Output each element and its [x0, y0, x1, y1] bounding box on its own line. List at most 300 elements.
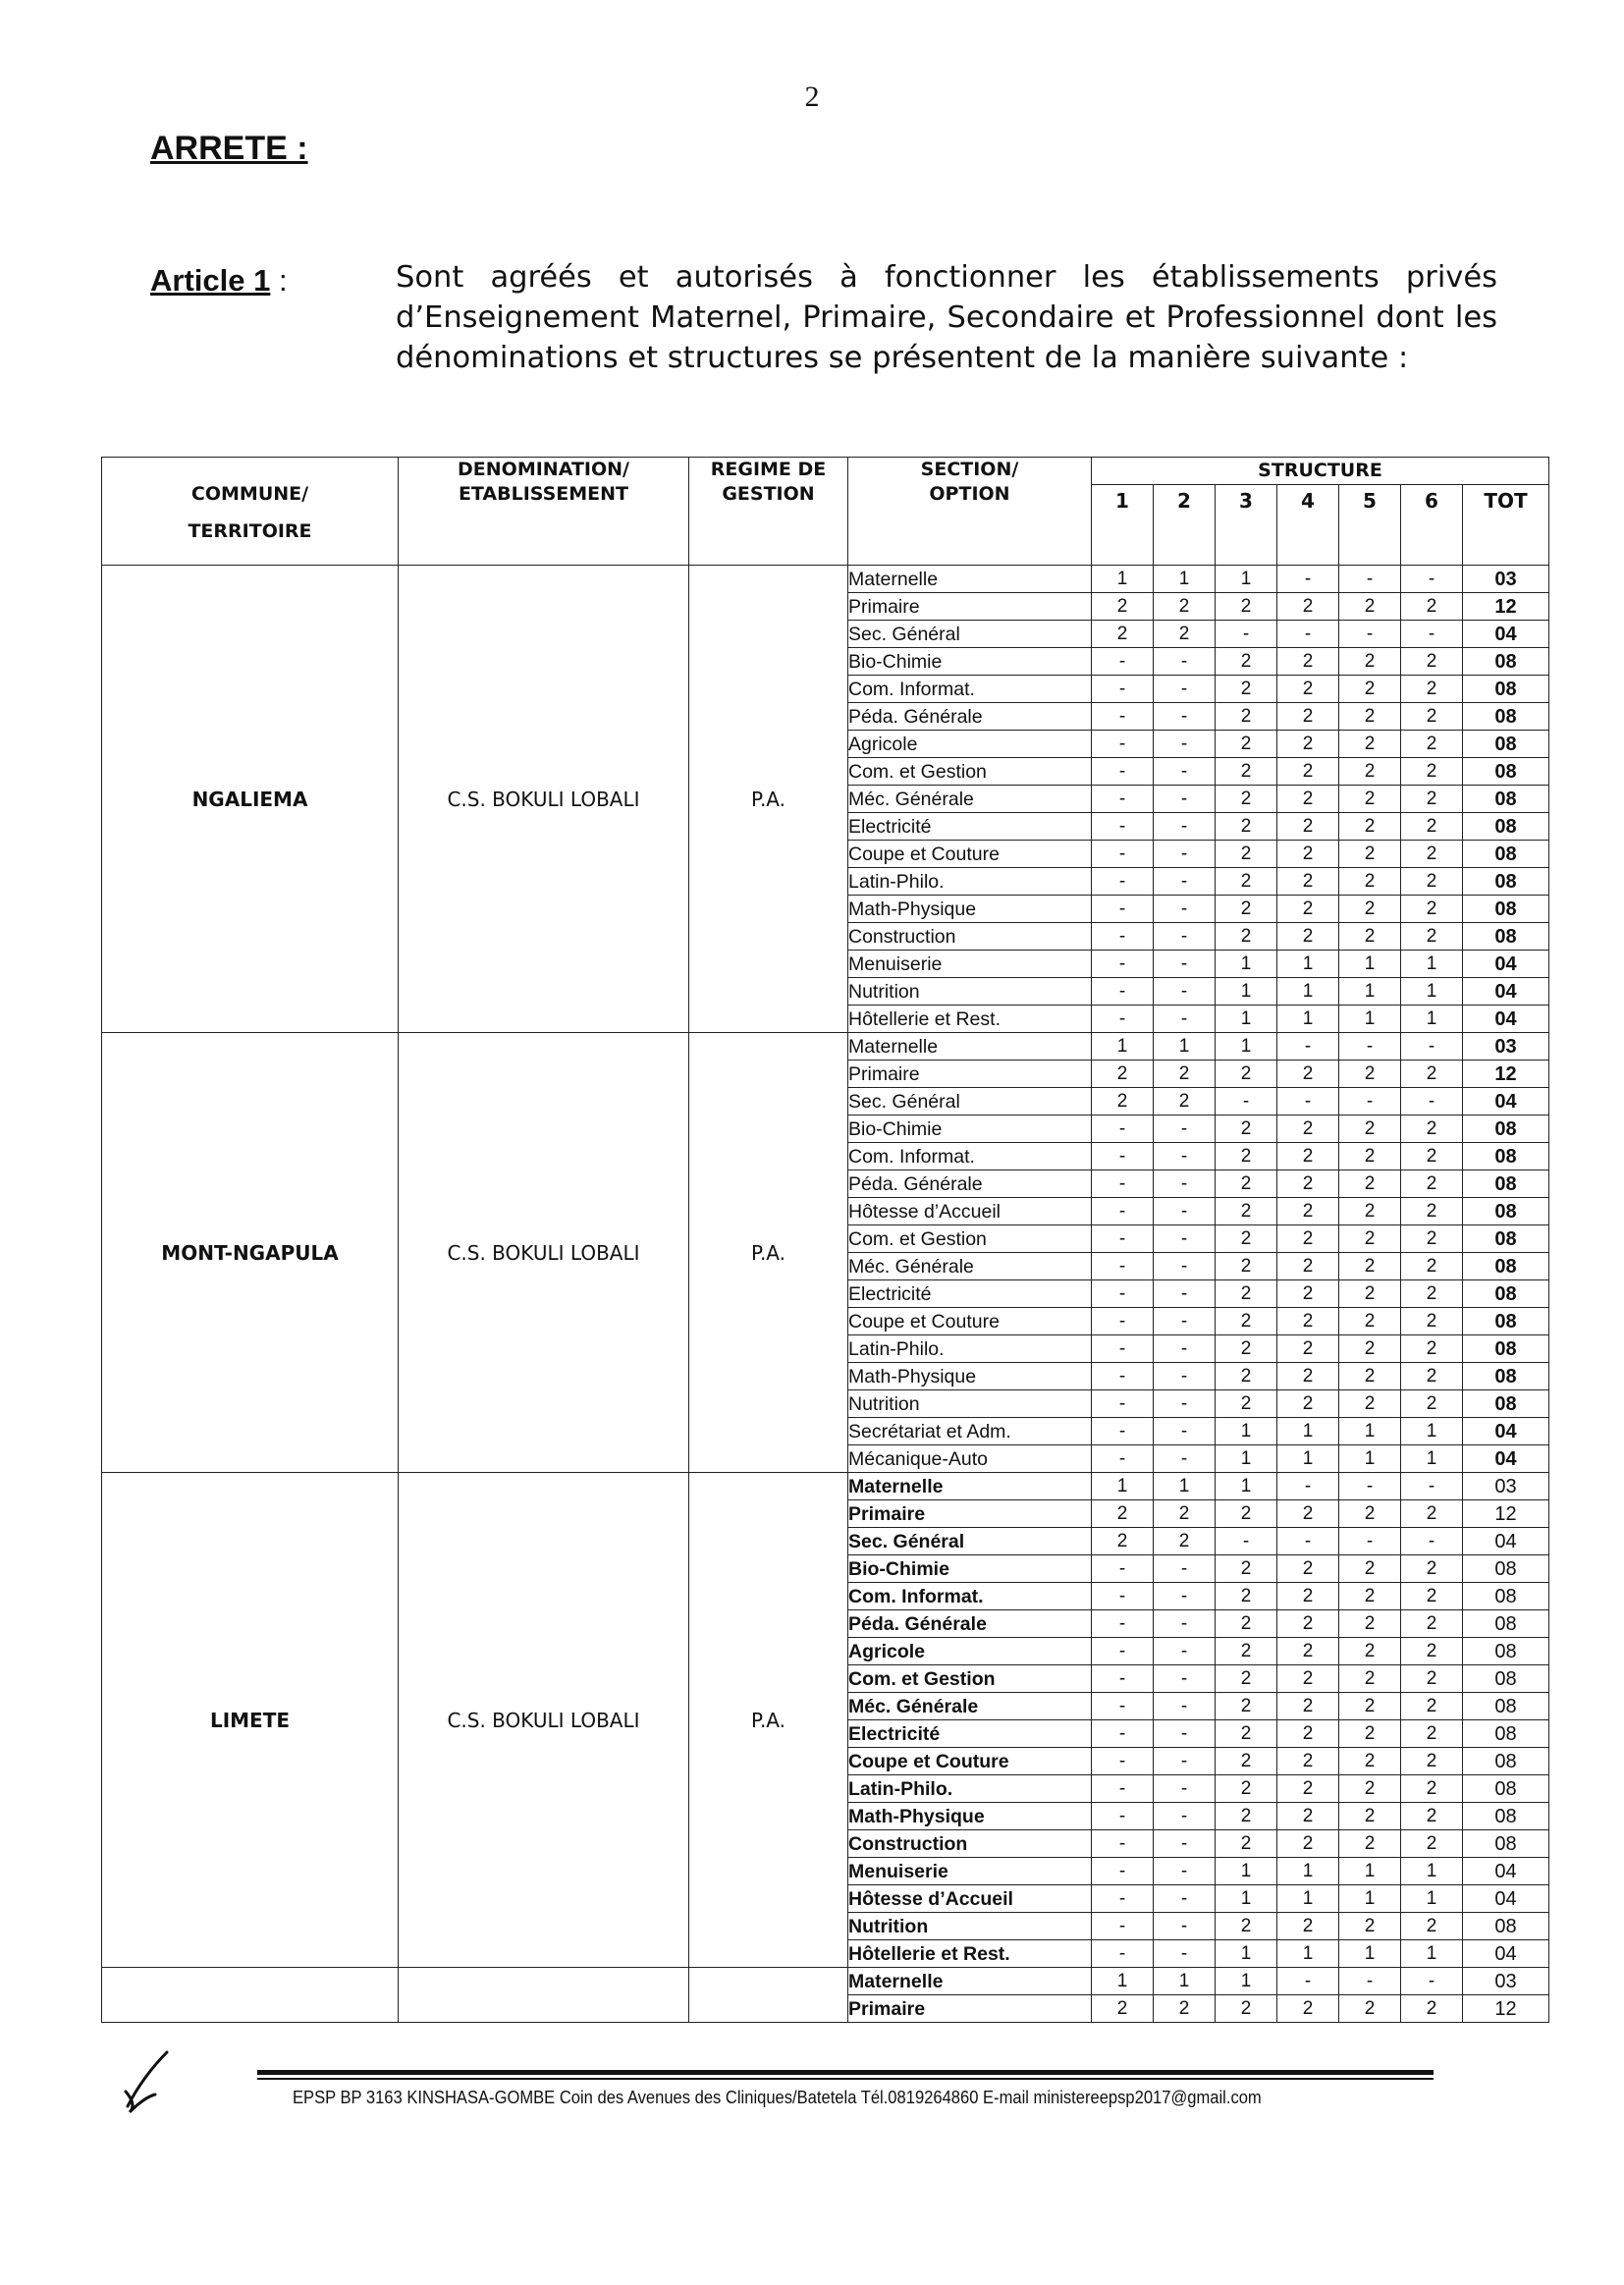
section-option-cell: Maternelle	[848, 566, 1092, 593]
structure-value-6: 2	[1401, 1995, 1463, 2023]
structure-value-5: 1	[1339, 1940, 1401, 1968]
structure-value-5: 2	[1339, 1693, 1401, 1720]
structure-value-4: 2	[1277, 1665, 1339, 1693]
structure-value-2: -	[1154, 1445, 1216, 1473]
structure-value-1: 2	[1092, 1528, 1154, 1555]
total-value: 08	[1463, 1253, 1549, 1280]
section-option-cell: Hôtellerie et Rest.	[848, 1940, 1092, 1968]
structure-value-6: 2	[1401, 1748, 1463, 1775]
section-option-cell: Bio-Chimie	[848, 1555, 1092, 1583]
structure-value-2: -	[1154, 1555, 1216, 1583]
structure-value-3: 2	[1216, 1253, 1277, 1280]
structure-value-6: 2	[1401, 1665, 1463, 1693]
structure-value-4: 1	[1277, 1858, 1339, 1885]
structure-value-2: -	[1154, 731, 1216, 758]
group-1	[102, 1033, 1549, 1473]
structure-value-1: -	[1092, 1225, 1154, 1253]
total-value: 12	[1463, 1500, 1549, 1528]
structure-value-3: -	[1216, 621, 1277, 648]
structure-value-2: -	[1154, 868, 1216, 896]
structure-value-3: 1	[1216, 1445, 1277, 1473]
structure-value-6: -	[1401, 1088, 1463, 1115]
structure-value-4: 2	[1277, 1143, 1339, 1170]
structure-value-5: 2	[1339, 1638, 1401, 1665]
section-option-cell: Math-Physique	[848, 1363, 1092, 1390]
structure-value-2: 1	[1154, 1968, 1216, 1995]
structure-value-4: 2	[1277, 1225, 1339, 1253]
regime-cell	[689, 1968, 848, 2023]
structure-value-6: 1	[1401, 1006, 1463, 1033]
structure-value-3: 2	[1216, 786, 1277, 813]
structure-value-1: 1	[1092, 1033, 1154, 1061]
section-option-cell: Maternelle	[848, 1968, 1092, 1995]
structure-value-6: -	[1401, 1528, 1463, 1555]
structure-value-2: -	[1154, 1803, 1216, 1830]
structure-value-1: -	[1092, 1253, 1154, 1280]
structure-value-6: 2	[1401, 1225, 1463, 1253]
total-value: 04	[1463, 978, 1549, 1006]
section-option-cell: Sec. Général	[848, 1088, 1092, 1115]
structure-table	[101, 457, 1549, 2023]
section-option-cell: Sec. Général	[848, 621, 1092, 648]
structure-value-6: 2	[1401, 1638, 1463, 1665]
structure-value-6: 1	[1401, 978, 1463, 1006]
structure-value-6: 2	[1401, 1335, 1463, 1363]
structure-value-5: -	[1339, 1528, 1401, 1555]
structure-value-3: 2	[1216, 1803, 1277, 1830]
structure-value-5: 1	[1339, 1445, 1401, 1473]
structure-value-2: -	[1154, 1390, 1216, 1418]
total-value: 12	[1463, 1061, 1549, 1088]
structure-value-2: -	[1154, 813, 1216, 841]
structure-value-3: 1	[1216, 1968, 1277, 1995]
total-value: 08	[1463, 1198, 1549, 1225]
structure-value-4: -	[1277, 566, 1339, 593]
structure-value-3: 1	[1216, 1885, 1277, 1913]
section-option-cell: Nutrition	[848, 978, 1092, 1006]
etablissement-cell	[399, 1968, 689, 2023]
structure-value-6: 2	[1401, 1170, 1463, 1198]
structure-value-4: 2	[1277, 1583, 1339, 1610]
structure-value-5: 1	[1339, 978, 1401, 1006]
section-option-cell: Com. et Gestion	[848, 1665, 1092, 1693]
structure-value-2: -	[1154, 1198, 1216, 1225]
structure-value-6: 2	[1401, 1830, 1463, 1858]
structure-value-2: -	[1154, 1280, 1216, 1308]
section-option-cell: Méc. Générale	[848, 1693, 1092, 1720]
section-option-cell: Primaire	[848, 593, 1092, 621]
header-number-5: 5	[1339, 485, 1401, 566]
section-option-cell: Latin-Philo.	[848, 1775, 1092, 1803]
structure-value-6: -	[1401, 1473, 1463, 1500]
structure-value-3: 1	[1216, 978, 1277, 1006]
structure-value-1: -	[1092, 1390, 1154, 1418]
total-value: 03	[1463, 1473, 1549, 1500]
structure-value-1: 2	[1092, 1088, 1154, 1115]
structure-value-6: 2	[1401, 1061, 1463, 1088]
section-option-cell: Bio-Chimie	[848, 1115, 1092, 1143]
structure-value-4: 2	[1277, 1995, 1339, 2023]
section-option-cell: Com. Informat.	[848, 1583, 1092, 1610]
header-denomination-line1: DENOMINATION/	[458, 459, 629, 480]
structure-value-3: 2	[1216, 1198, 1277, 1225]
structure-value-3: 2	[1216, 1775, 1277, 1803]
total-value: 12	[1463, 593, 1549, 621]
structure-value-1: -	[1092, 1308, 1154, 1335]
structure-value-2: -	[1154, 1693, 1216, 1720]
structure-value-4: 2	[1277, 1061, 1339, 1088]
structure-value-2: 2	[1154, 1995, 1216, 2023]
structure-value-1: 1	[1092, 566, 1154, 593]
total-value: 08	[1463, 786, 1549, 813]
structure-value-3: 2	[1216, 841, 1277, 868]
structure-value-4: -	[1277, 621, 1339, 648]
structure-value-2: -	[1154, 923, 1216, 951]
total-value: 08	[1463, 813, 1549, 841]
structure-value-2: -	[1154, 1913, 1216, 1940]
structure-value-2: -	[1154, 1335, 1216, 1363]
structure-value-2: -	[1154, 841, 1216, 868]
structure-value-2: -	[1154, 1748, 1216, 1775]
structure-value-1: -	[1092, 923, 1154, 951]
structure-value-3: 2	[1216, 1170, 1277, 1198]
structure-value-6: 1	[1401, 951, 1463, 978]
structure-value-4: 2	[1277, 1610, 1339, 1638]
total-value: 08	[1463, 1225, 1549, 1253]
structure-value-1: -	[1092, 1280, 1154, 1308]
structure-value-3: 2	[1216, 1913, 1277, 1940]
group-3	[102, 1968, 1549, 2023]
structure-value-4: 2	[1277, 1693, 1339, 1720]
structure-value-2: -	[1154, 1170, 1216, 1198]
structure-value-1: -	[1092, 1335, 1154, 1363]
structure-value-6: 2	[1401, 1583, 1463, 1610]
structure-value-1: -	[1092, 1720, 1154, 1748]
total-value: 04	[1463, 1940, 1549, 1968]
section-option-cell: Primaire	[848, 1061, 1092, 1088]
header-number-2: 2	[1154, 485, 1216, 566]
structure-value-2: -	[1154, 758, 1216, 786]
section-option-cell: Com. Informat.	[848, 676, 1092, 703]
structure-value-3: 2	[1216, 1995, 1277, 2023]
total-value: 08	[1463, 1665, 1549, 1693]
group-2	[102, 1473, 1549, 1968]
structure-value-6: 2	[1401, 1253, 1463, 1280]
structure-value-6: 2	[1401, 1775, 1463, 1803]
structure-value-6: 2	[1401, 1693, 1463, 1720]
structure-value-1: -	[1092, 1913, 1154, 1940]
section-option-cell: Construction	[848, 923, 1092, 951]
structure-value-3: 2	[1216, 1390, 1277, 1418]
total-value: 03	[1463, 1968, 1549, 1995]
structure-value-3: 2	[1216, 731, 1277, 758]
section-option-cell: Math-Physique	[848, 1803, 1092, 1830]
header-commune	[102, 458, 399, 566]
etablissement-cell: C.S. BOKULI LOBALI	[399, 1033, 689, 1473]
structure-value-5: 2	[1339, 841, 1401, 868]
structure-value-3: 2	[1216, 1335, 1277, 1363]
structure-value-5: 2	[1339, 868, 1401, 896]
etablissement-cell: C.S. BOKULI LOBALI	[399, 566, 689, 1033]
structure-value-4: -	[1277, 1528, 1339, 1555]
header-regime	[689, 458, 848, 566]
structure-value-2: -	[1154, 896, 1216, 923]
structure-value-6: 2	[1401, 731, 1463, 758]
structure-value-4: 2	[1277, 1500, 1339, 1528]
section-option-cell: Méc. Générale	[848, 786, 1092, 813]
structure-value-2: -	[1154, 786, 1216, 813]
commune-cell: LIMETE	[102, 1473, 399, 1968]
structure-value-1: -	[1092, 978, 1154, 1006]
structure-value-4: 2	[1277, 841, 1339, 868]
structure-value-5: 1	[1339, 1418, 1401, 1445]
structure-value-2: -	[1154, 703, 1216, 731]
structure-value-5: 2	[1339, 1610, 1401, 1638]
structure-value-5: 2	[1339, 1061, 1401, 1088]
structure-value-5: 2	[1339, 923, 1401, 951]
structure-value-5: -	[1339, 1033, 1401, 1061]
structure-value-4: -	[1277, 1968, 1339, 1995]
structure-value-1: -	[1092, 1748, 1154, 1775]
structure-value-1: -	[1092, 1830, 1154, 1858]
total-value: 08	[1463, 1720, 1549, 1748]
structure-value-6: 2	[1401, 676, 1463, 703]
structure-value-5: 2	[1339, 1665, 1401, 1693]
structure-value-1: 1	[1092, 1473, 1154, 1500]
section-option-cell: Péda. Générale	[848, 703, 1092, 731]
header-regime-line1: REGIME DE	[710, 459, 827, 480]
structure-value-1: -	[1092, 1665, 1154, 1693]
structure-value-2: -	[1154, 1858, 1216, 1885]
section-option-cell: Nutrition	[848, 1913, 1092, 1940]
structure-value-2: -	[1154, 1830, 1216, 1858]
structure-value-6: -	[1401, 566, 1463, 593]
structure-value-6: 1	[1401, 1885, 1463, 1913]
structure-value-3: 1	[1216, 1940, 1277, 1968]
structure-value-5: 2	[1339, 593, 1401, 621]
total-value: 08	[1463, 676, 1549, 703]
section-option-cell: Latin-Philo.	[848, 868, 1092, 896]
structure-value-4: 2	[1277, 731, 1339, 758]
structure-value-3: 2	[1216, 1748, 1277, 1775]
total-value: 04	[1463, 1418, 1549, 1445]
structure-value-3: 2	[1216, 1693, 1277, 1720]
structure-value-4: 2	[1277, 1253, 1339, 1280]
structure-value-3: 2	[1216, 703, 1277, 731]
header-denomination-line2: ETABLISSEMENT	[458, 483, 629, 505]
total-value: 03	[1463, 1033, 1549, 1061]
footer-address: EPSP BP 3163 KINSHASA-GOMBE Coin des Avenues des Cliniques/Batetela Tél.0819264860 E-mail ministereepsp2017@gmail.com	[293, 2088, 1262, 2107]
structure-value-2: 1	[1154, 1473, 1216, 1500]
structure-value-3: 2	[1216, 1500, 1277, 1528]
structure-value-2: 2	[1154, 1528, 1216, 1555]
section-option-cell: Hôtesse d’Accueil	[848, 1885, 1092, 1913]
structure-value-5: 2	[1339, 1803, 1401, 1830]
structure-value-4: 2	[1277, 1390, 1339, 1418]
structure-value-6: -	[1401, 1968, 1463, 1995]
regime-cell: P.A.	[689, 1033, 848, 1473]
total-value: 04	[1463, 1885, 1549, 1913]
structure-value-6: 2	[1401, 1280, 1463, 1308]
structure-value-5: 2	[1339, 1253, 1401, 1280]
structure-value-1: -	[1092, 758, 1154, 786]
total-value: 08	[1463, 868, 1549, 896]
structure-value-5: -	[1339, 621, 1401, 648]
structure-value-5: 2	[1339, 1390, 1401, 1418]
total-value: 08	[1463, 1308, 1549, 1335]
structure-value-5: 1	[1339, 1885, 1401, 1913]
section-option-cell: Primaire	[848, 1500, 1092, 1528]
structure-value-4: 1	[1277, 1445, 1339, 1473]
structure-value-6: 2	[1401, 1610, 1463, 1638]
structure-value-1: -	[1092, 1555, 1154, 1583]
structure-value-1: -	[1092, 1583, 1154, 1610]
structure-value-2: -	[1154, 1143, 1216, 1170]
total-value: 08	[1463, 1390, 1549, 1418]
structure-value-1: -	[1092, 1885, 1154, 1913]
structure-value-6: -	[1401, 621, 1463, 648]
structure-value-5: 2	[1339, 1720, 1401, 1748]
total-value: 04	[1463, 1006, 1549, 1033]
section-option-cell: Com. et Gestion	[848, 1225, 1092, 1253]
structure-value-2: -	[1154, 1583, 1216, 1610]
structure-value-5: 2	[1339, 1335, 1401, 1363]
structure-value-3: 1	[1216, 1033, 1277, 1061]
structure-value-1: -	[1092, 703, 1154, 731]
etablissement-cell: C.S. BOKULI LOBALI	[399, 1473, 689, 1968]
structure-value-6: 2	[1401, 703, 1463, 731]
structure-value-1: -	[1092, 731, 1154, 758]
structure-value-3: 1	[1216, 1006, 1277, 1033]
structure-value-2: -	[1154, 951, 1216, 978]
structure-value-1: -	[1092, 1006, 1154, 1033]
structure-value-1: -	[1092, 841, 1154, 868]
structure-value-4: -	[1277, 1088, 1339, 1115]
structure-value-3: 2	[1216, 1583, 1277, 1610]
structure-value-2: 1	[1154, 566, 1216, 593]
structure-value-2: -	[1154, 1940, 1216, 1968]
article-label	[150, 263, 288, 299]
section-option-cell: Sec. Général	[848, 1528, 1092, 1555]
header-section	[848, 458, 1092, 566]
structure-value-3: 2	[1216, 758, 1277, 786]
section-option-cell: Péda. Générale	[848, 1170, 1092, 1198]
section-option-cell: Menuiserie	[848, 1858, 1092, 1885]
total-value: 08	[1463, 1748, 1549, 1775]
structure-value-4: 2	[1277, 1720, 1339, 1748]
structure-value-6: 2	[1401, 1363, 1463, 1390]
structure-value-4: 2	[1277, 703, 1339, 731]
structure-value-4: 2	[1277, 1803, 1339, 1830]
section-option-cell: Bio-Chimie	[848, 648, 1092, 676]
section-option-cell: Maternelle	[848, 1473, 1092, 1500]
footer-rule-thick	[257, 2070, 1434, 2075]
structure-value-5: 2	[1339, 1775, 1401, 1803]
structure-value-6: 2	[1401, 1115, 1463, 1143]
structure-value-4: 2	[1277, 1170, 1339, 1198]
section-option-cell: Coupe et Couture	[848, 1748, 1092, 1775]
structure-value-3: 2	[1216, 1363, 1277, 1390]
header-section-line2: OPTION	[929, 483, 1010, 505]
structure-value-3: 1	[1216, 951, 1277, 978]
section-option-cell: Méc. Générale	[848, 1253, 1092, 1280]
section-option-cell: Mécanique-Auto	[848, 1445, 1092, 1473]
structure-value-4: 2	[1277, 1638, 1339, 1665]
commune-cell	[102, 1968, 399, 2023]
article-label-text: Article 1	[150, 263, 271, 298]
total-value: 04	[1463, 951, 1549, 978]
section-option-cell: Secrétariat et Adm.	[848, 1418, 1092, 1445]
structure-value-1: -	[1092, 676, 1154, 703]
structure-value-4: 1	[1277, 1885, 1339, 1913]
structure-value-5: 2	[1339, 1170, 1401, 1198]
structure-value-4: 2	[1277, 1115, 1339, 1143]
structure-value-1: -	[1092, 868, 1154, 896]
header-total: TOT	[1463, 485, 1549, 566]
section-option-cell: Péda. Générale	[848, 1610, 1092, 1638]
structure-value-6: 2	[1401, 1308, 1463, 1335]
structure-value-1: 2	[1092, 1061, 1154, 1088]
structure-value-4: 2	[1277, 813, 1339, 841]
structure-value-1: -	[1092, 1940, 1154, 1968]
structure-value-1: 2	[1092, 593, 1154, 621]
structure-value-1: -	[1092, 1363, 1154, 1390]
structure-value-1: -	[1092, 1143, 1154, 1170]
structure-value-4: 2	[1277, 1363, 1339, 1390]
structure-value-6: 2	[1401, 786, 1463, 813]
total-value: 04	[1463, 621, 1549, 648]
structure-value-3: 2	[1216, 1061, 1277, 1088]
structure-value-3: 2	[1216, 676, 1277, 703]
total-value: 08	[1463, 648, 1549, 676]
total-value: 08	[1463, 703, 1549, 731]
structure-value-1: -	[1092, 1445, 1154, 1473]
section-option-cell: Coupe et Couture	[848, 841, 1092, 868]
total-value: 08	[1463, 1830, 1549, 1858]
structure-value-6: 2	[1401, 1913, 1463, 1940]
structure-value-5: 2	[1339, 703, 1401, 731]
structure-value-6: 2	[1401, 896, 1463, 923]
total-value: 12	[1463, 1995, 1549, 2023]
structure-value-4: 2	[1277, 593, 1339, 621]
structure-value-2: -	[1154, 1115, 1216, 1143]
structure-value-3: 2	[1216, 648, 1277, 676]
table-row	[102, 1473, 1549, 1500]
article-label-colon: :	[270, 263, 288, 298]
structure-value-6: 2	[1401, 1720, 1463, 1748]
structure-value-5: 2	[1339, 1913, 1401, 1940]
structure-value-1: 2	[1092, 1500, 1154, 1528]
total-value: 08	[1463, 1555, 1549, 1583]
header-structure: STRUCTURE	[1092, 458, 1549, 485]
structure-value-6: 2	[1401, 1500, 1463, 1528]
structure-value-3: 2	[1216, 1720, 1277, 1748]
section-option-cell: Hôtellerie et Rest.	[848, 1006, 1092, 1033]
structure-value-2: -	[1154, 978, 1216, 1006]
structure-value-5: 2	[1339, 1280, 1401, 1308]
structure-value-5: 2	[1339, 1583, 1401, 1610]
structure-value-5: 2	[1339, 1308, 1401, 1335]
section-option-cell: Primaire	[848, 1995, 1092, 2023]
table-row	[102, 566, 1549, 593]
structure-value-3: 2	[1216, 1830, 1277, 1858]
structure-value-1: -	[1092, 896, 1154, 923]
section-option-cell: Latin-Philo.	[848, 1335, 1092, 1363]
structure-value-2: -	[1154, 1225, 1216, 1253]
structure-value-1: -	[1092, 1198, 1154, 1225]
structure-value-5: 2	[1339, 896, 1401, 923]
structure-value-3: 2	[1216, 1555, 1277, 1583]
